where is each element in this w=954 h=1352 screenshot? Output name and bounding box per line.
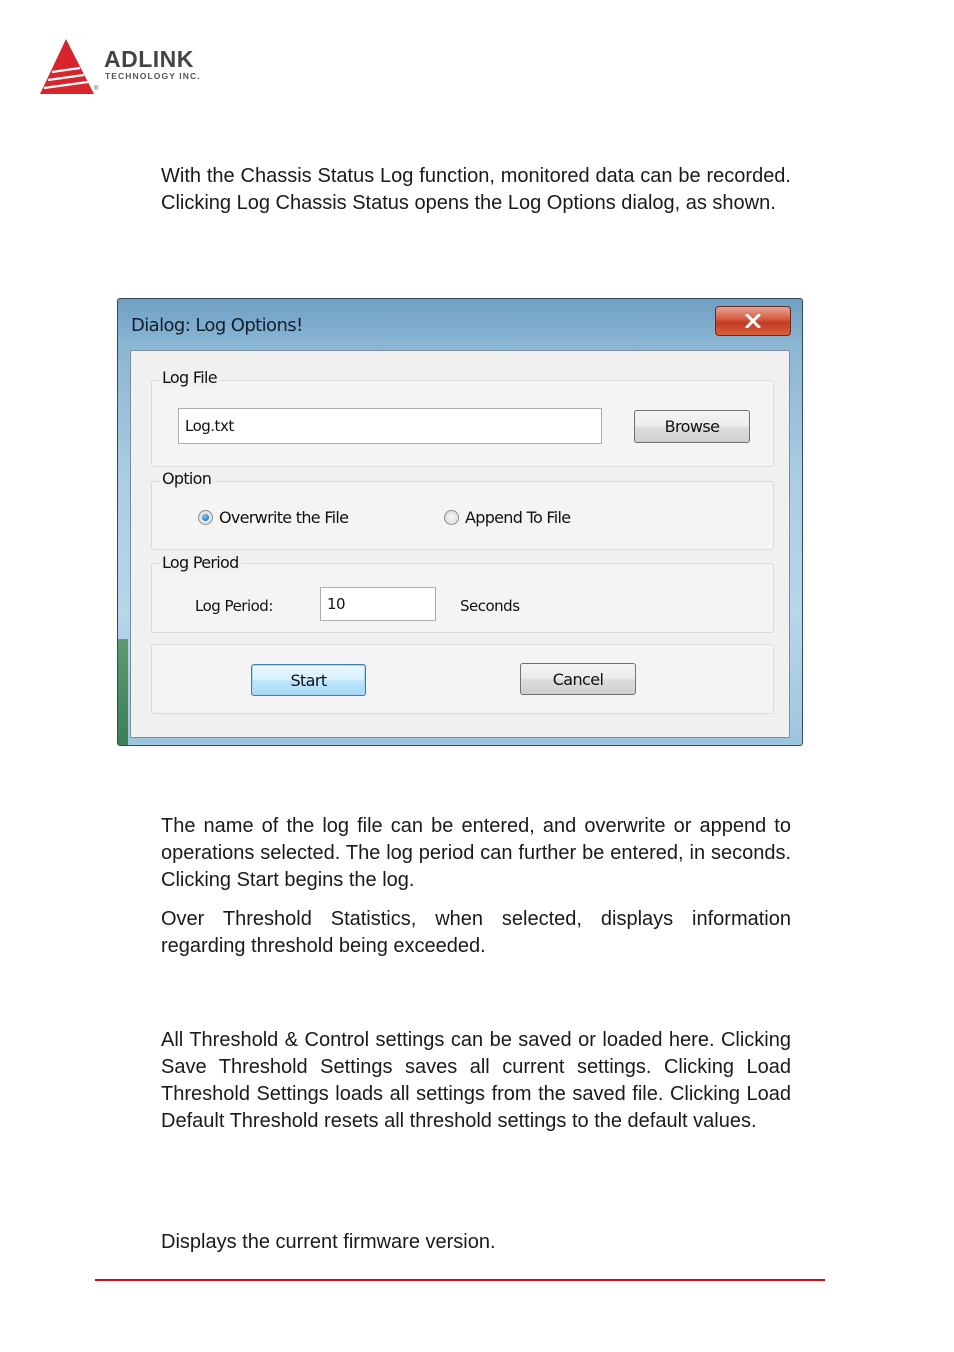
seconds-label: Seconds	[460, 597, 520, 615]
overwrite-radio-label: Overwrite the File	[219, 508, 349, 527]
log-description-paragraph: The name of the log file can be entered, and overwrite or append to operations selected. The log period can further be entered, in seconds. Clicking Start begins the log.	[161, 815, 791, 891]
browse-button[interactable]: Browse	[634, 410, 750, 443]
append-radio-label: Append To File	[465, 508, 571, 527]
threshold-statistics-paragraph: Over Threshold Statistics, when selected, displays information regarding threshold being exceeded.	[161, 908, 791, 957]
company-logo	[38, 36, 238, 98]
append-radio-option[interactable]	[444, 508, 570, 527]
overwrite-radio[interactable]	[198, 510, 213, 525]
log-options-dialog	[117, 298, 803, 746]
log-period-input[interactable]	[320, 587, 436, 621]
logo-tagline: TECHNOLOGY INC.	[105, 71, 201, 81]
start-button[interactable]: Start	[251, 664, 366, 696]
firmware-paragraph: Displays the current firmware version.	[161, 1231, 496, 1253]
cancel-button[interactable]: Cancel	[520, 663, 636, 695]
adlink-triangle-icon	[38, 36, 100, 98]
overwrite-radio-option[interactable]	[198, 508, 348, 527]
logo-registered-mark: ®	[94, 86, 99, 92]
dialog-title: Dialog: Log Options!	[131, 315, 303, 336]
log-file-group-label: Log File	[162, 368, 217, 387]
append-radio[interactable]	[444, 510, 459, 525]
log-file-input[interactable]	[178, 408, 602, 444]
logo-brand: ADLINK	[104, 46, 194, 72]
threshold-settings-paragraph: All Threshold & Control settings can be saved or loaded here. Clicking Save Threshold Settings saves all current settings. Clicking Load Threshold Settings loads all settings from the saved file. Clicking Load Default Threshold resets all threshold settings to the default values.	[161, 1029, 791, 1132]
log-period-group-label: Log Period	[162, 553, 239, 572]
actions-group	[151, 644, 774, 714]
close-icon	[745, 314, 761, 328]
dialog-client-area	[130, 350, 790, 738]
log-period-field-label: Log Period:	[195, 597, 273, 615]
close-button[interactable]	[715, 306, 791, 336]
intro-paragraph: With the Chassis Status Log function, monitored data can be recorded. Clicking Log Chassis Status opens the Log Options dialog, as shown.	[161, 165, 791, 214]
option-group-label: Option	[162, 469, 212, 488]
footer-rule	[95, 1279, 825, 1281]
